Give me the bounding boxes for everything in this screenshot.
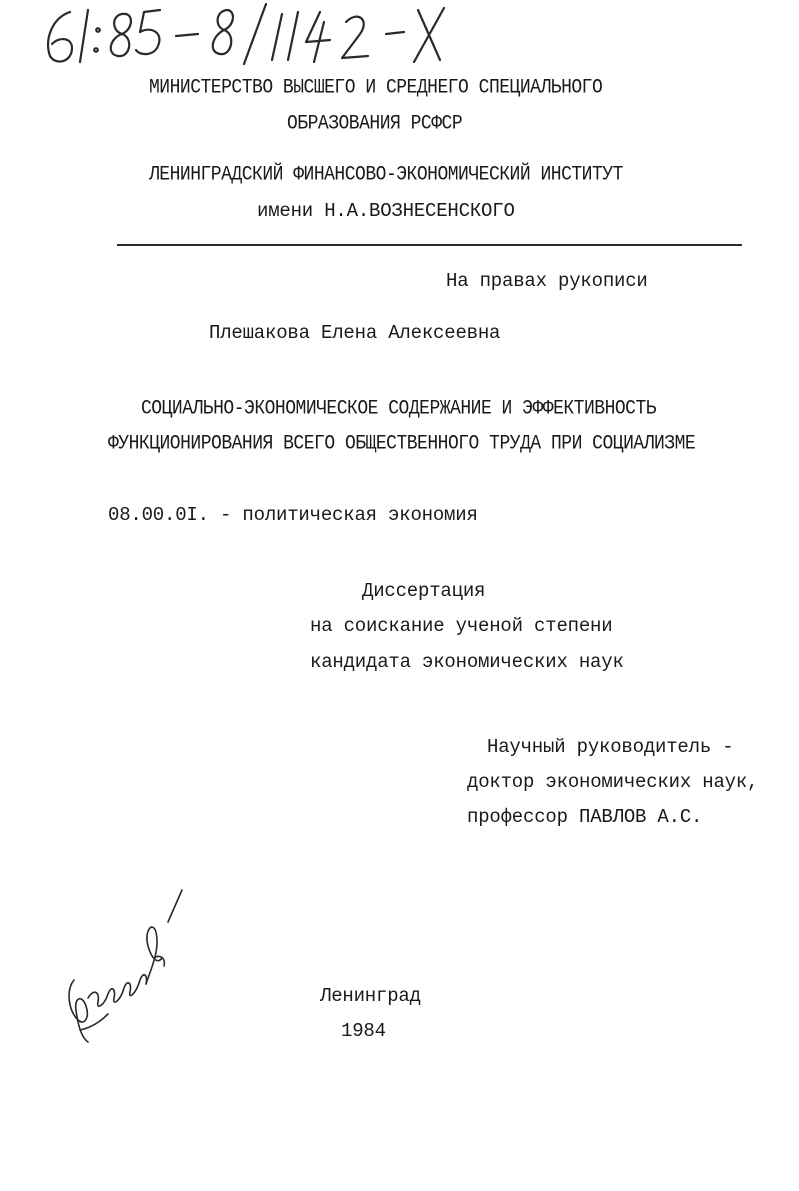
dissertation-title-line-1: СОЦИАЛЬНО-ЭКОНОМИЧЕСКОЕ СОДЕРЖАНИЕ И ЭФФЕКТИВНОСТЬ [141, 397, 657, 421]
institute-line-1: ЛЕНИНГРАДСКИЙ ФИНАНСОВО-ЭКОНОМИЧЕСКИЙ ИНСТИТУТ [149, 163, 623, 187]
degree-field: кандидата экономических наук [310, 651, 624, 673]
dissertation-label: Диссертация [362, 580, 486, 602]
supervisor-name: профессор ПАВЛОВ А.С. [467, 806, 703, 828]
degree-line: на соискание ученой степени [310, 615, 613, 637]
handwritten-signature [60, 880, 190, 1050]
city: Ленинград [320, 985, 421, 1007]
handwritten-archive-code [30, 0, 450, 75]
header-divider [117, 244, 742, 246]
supervisor-label: Научный руководитель - [487, 736, 734, 758]
manuscript-rights: На правах рукописи [446, 270, 648, 292]
specialty: 08.00.0I. - политическая экономия [108, 504, 478, 526]
ministry-line-1: МИНИСТЕРСТВО ВЫСШЕГО И СРЕДНЕГО СПЕЦИАЛЬНОГО [149, 76, 603, 100]
dissertation-title-line-2: ФУНКЦИОНИРОВАНИЯ ВСЕГО ОБЩЕСТВЕННОГО ТРУДА ПРИ СОЦИАЛИЗМЕ [108, 432, 696, 456]
institute-line-2: имени Н.А.ВОЗНЕСЕНСКОГО [257, 200, 515, 222]
ministry-line-2: ОБРАЗОВАНИЯ РСФСР [287, 112, 463, 136]
year: 1984 [341, 1020, 386, 1042]
author-name: Плешакова Елена Алексеевна [209, 322, 501, 344]
supervisor-degree: доктор экономических наук, [467, 771, 759, 793]
